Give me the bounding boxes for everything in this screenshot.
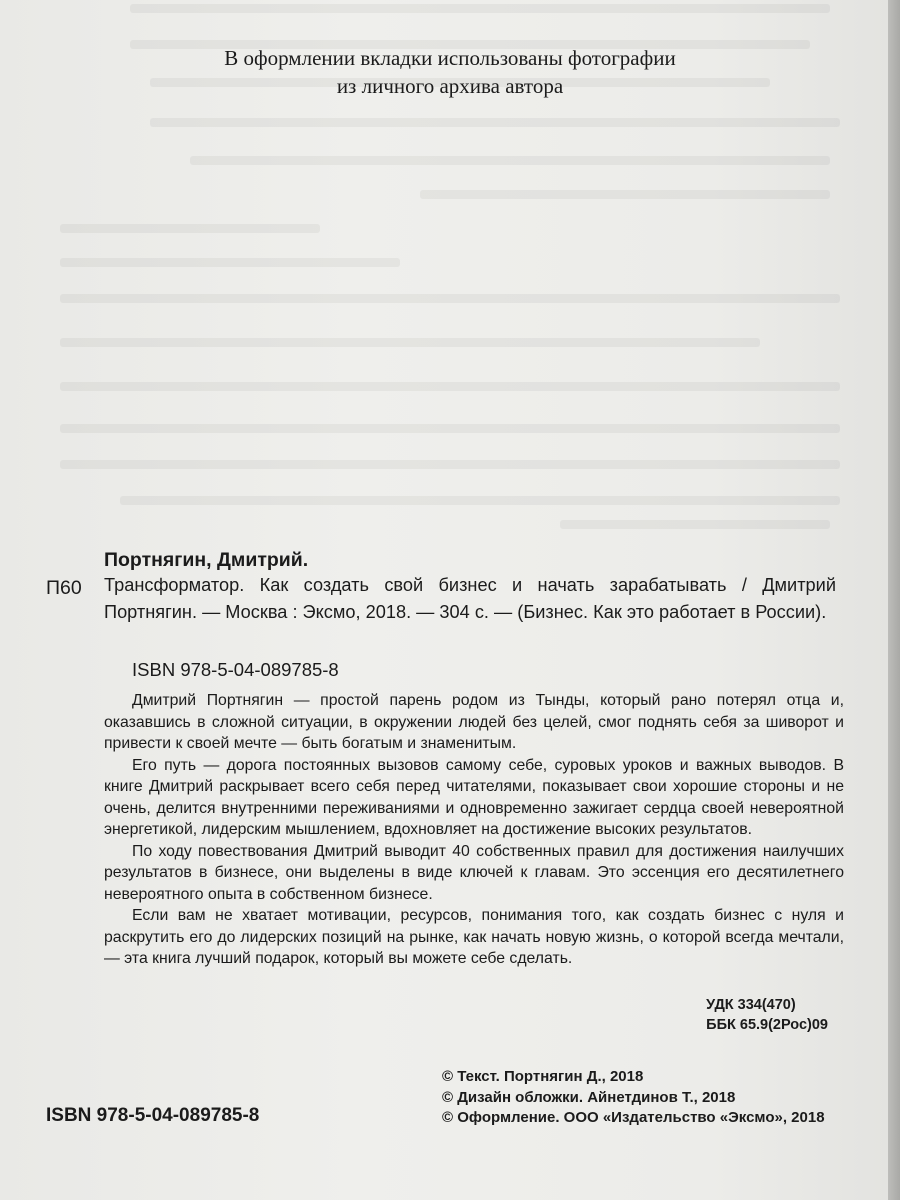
copyright-design: © Дизайн обложки. Айнетдинов Т., 2018 [442,1088,736,1106]
bbk-code: ББК 65.9(2Рос)09 [706,1017,828,1033]
abstract-paragraph-1: Дмитрий Портнягин — простой парень родом из Тынды, который рано потерял отца и, оказавшись в сложной ситуации, в окружении людей без целей, смог поднять себя за шиворот и привести к своей мечте — быть богатым и знаменитым. [104,692,844,752]
photo-note [100,44,800,100]
abstract-paragraph-2: Его путь — дорога постоянных вызовов самому себе, суровых уроков и важных выводов. В книге Дмитрий раскрывает всего себя перед читателями, показывает свои хорошие стороны и не очень, делится внутренними переживаниями и одновременно зажигает сердца своей невероятной энергетикой, лидерским мышлением, вдохновляет на достижение высоких результатов. [104,756,844,838]
catalog-code: П60 [46,577,82,599]
catalog-isbn: ISBN 978-5-04-089785-8 [132,659,339,680]
isbn-bottom: ISBN 978-5-04-089785-8 [46,1105,260,1126]
abstract-paragraph-3: По ходу повествования Дмитрий выводит 40 собственных правил для достижения наилучших результатов в бизнесе, они выделены в виде ключей к главам. Это эссенция его десятилетнего невероятного опыта в собственном бизнесе. [104,842,844,903]
copyright-block [442,1067,825,1129]
copyright-layout: © Оформление. ООО «Издательство «Эксмо», 2018 [442,1109,825,1126]
udk-code: УДК 334(470) [706,997,796,1013]
catalog-description: Трансформатор. Как создать свой бизнес и начать зарабатывать / Дмитрий Портнягин. — Москва : Эксмо, 2018. — 304 с. — (Бизнес. Как это работает в России). [104,575,836,622]
photo-note-line-2: из личного архива автора [336,74,564,98]
photo-note-line-1: В оформлении вкладки использованы фотографии [224,46,676,70]
copyright-text: © Текст. Портнягин Д., 2018 [442,1068,644,1085]
abstract-paragraph-4: Если вам не хватает мотивации, ресурсов, понимания того, как создать бизнес с нуля и раскрутить его до лидерских позиций на рынке, как начать новую жизнь, о которой всегда мечтали, — эта книга лучший подарок, который вы можете себе сделать. [104,907,844,967]
page-edge [888,0,900,1200]
catalog-author: Портнягин, Дмитрий. [104,549,309,571]
book-abstract [104,690,844,970]
classification-codes [706,995,828,1035]
